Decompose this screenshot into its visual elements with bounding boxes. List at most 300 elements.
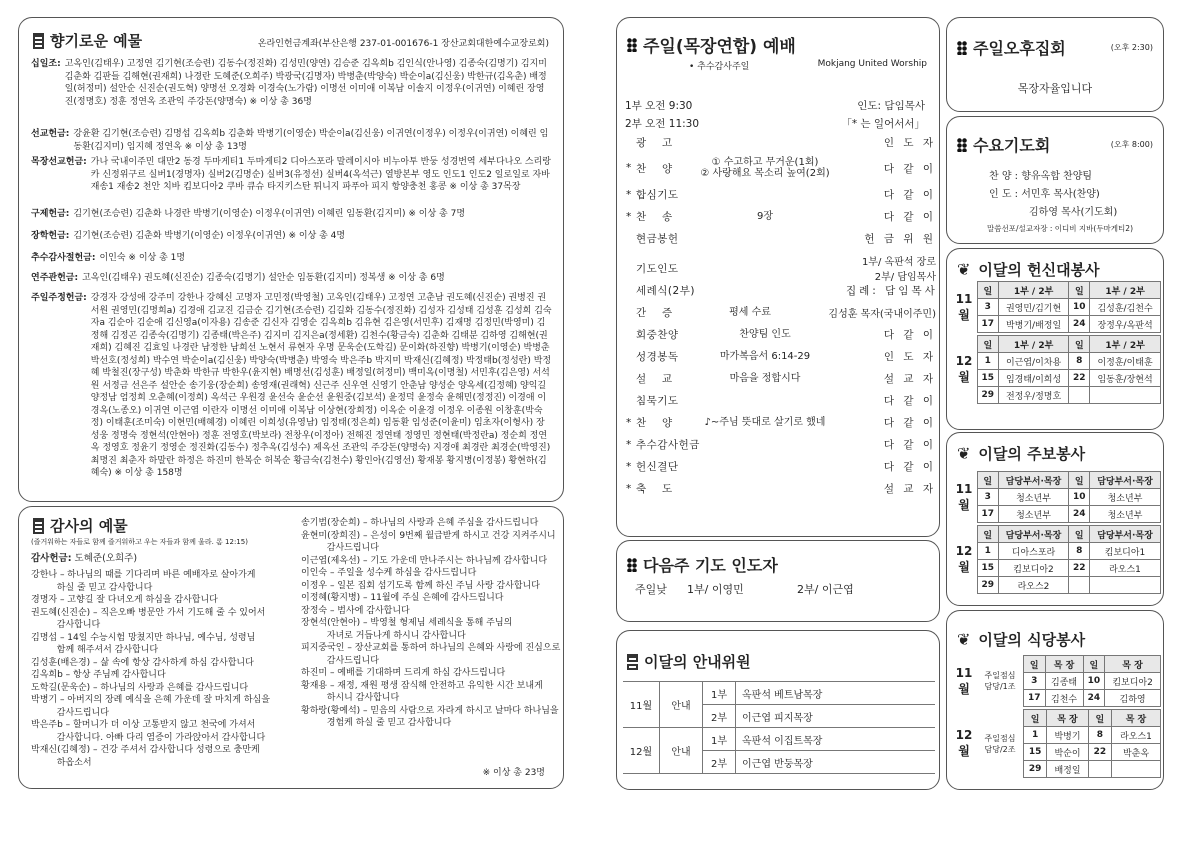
schedule-month-suffix: 월 [958, 307, 970, 322]
thanks-line: 이정혜(황지병) – 11월에 주실 은혜에 감사드립니다 [301, 593, 504, 603]
usher-row [623, 728, 935, 751]
order-detail: 찬양팀 인도 [739, 329, 791, 340]
thanks-line: 권도혜(신진순) – 직은오빠 병문안 가서 기도해 줄 수 있어서 [31, 607, 266, 618]
schedule-cell: 킴보디아1 [1090, 543, 1161, 560]
schedule-cell: 8 [1069, 353, 1090, 370]
offering-section [18, 17, 564, 502]
thanks-total: ※ 이상 총 23명 [482, 768, 545, 778]
order-name: 현금봉헌 [636, 233, 679, 245]
offering-row [31, 292, 553, 480]
schedule-cell: 박병기 [1047, 727, 1088, 744]
order-performer: 김성훈 목자(국내이주민) [828, 309, 936, 320]
thanks-line: 감사합니다. 아빠 다리 염증이 가라앉아서 감사합니다 [31, 732, 266, 743]
order-name: 찬 송 [636, 211, 673, 223]
schedule-month [951, 656, 977, 707]
thanks-line: 피지중국인 – 장산교회를 통하여 하나님의 은혜와 사랑에 진심으로 [301, 643, 561, 653]
schedule-cell: 임동훈/장현석 [1090, 370, 1161, 387]
offering-row [31, 252, 553, 265]
schedule-month [951, 710, 977, 778]
flower-icon: ❦ [957, 630, 971, 649]
ushers-section [616, 630, 940, 790]
flower-icon: ❦ [957, 260, 971, 279]
thanks-offering-line [31, 550, 137, 564]
schedule-header-cell: 담당부서·목장 [998, 526, 1069, 543]
schedule-cell: 김하영 [1105, 690, 1161, 707]
order-star: * [626, 460, 632, 473]
schedule-header-cell: 담당부서·목장 [1090, 526, 1161, 543]
thanks-line: 자녀로 거듭나게 하시니 감사합니다 [301, 630, 466, 641]
schedule-header-cell: 일 [1069, 336, 1090, 353]
offering-row-text: 김기현(조승련) 김춘화 나경란 박병기(이영순) 이정우(이귀연) 이혜린 임동환(김지미) ※ 이상 총 7명 [73, 209, 466, 219]
offering-row [31, 58, 553, 108]
schedule-cell: 김성훈/김천수 [1090, 299, 1161, 316]
thanks-line: 하실 줄 믿고 감사합니다 [31, 582, 153, 593]
schedule-month-num: 12 [955, 728, 973, 742]
schedule-month [951, 336, 978, 404]
order-row [626, 327, 936, 342]
bulletin-title-wrap [957, 443, 1085, 464]
order-performer: 설 교 자 [883, 483, 936, 495]
order-performer: 1부/ 옥판석 장로 2부/ 담임목사 [861, 257, 936, 283]
order-row [626, 157, 936, 179]
kitchen-title: 이달의 식당봉사 [978, 631, 1086, 649]
thanks-line: 윤현미(장희진) – 은성이 9번째 월급받게 하시고 건강 지켜주시니 [301, 530, 556, 541]
schedule-cell: 김종태 [1045, 673, 1083, 690]
order-performer: 설 교 자 [883, 373, 936, 385]
afternoon-title: 주일오후집회 [973, 39, 1066, 58]
schedule-header-cell: 일 [1083, 656, 1105, 673]
kitchen-month-table [951, 655, 1161, 707]
schedule-cell: 24 [1069, 506, 1090, 523]
schedule-row [951, 299, 1161, 316]
flowers-title: 이달의 헌신대봉사 [978, 261, 1100, 279]
schedule-cell: 15 [978, 370, 999, 387]
offering-title: 향기로운 예물 [50, 32, 143, 50]
order-performer: 다 같 이 [883, 417, 936, 429]
schedule-month-suffix: 월 [958, 681, 970, 696]
order-detail: 마가복음서 6:14-29 [719, 351, 811, 362]
schedule-month-suffix: 월 [958, 744, 970, 758]
schedule-header-row [951, 656, 1161, 673]
thanks-offering-name: 도혜준(오희주) [74, 553, 138, 564]
schedule-header-cell: 목 장 [1111, 710, 1160, 727]
usher-name: 옥판석 베트남목장 [736, 682, 936, 705]
order-performer: 다 같 이 [883, 439, 936, 451]
bank-account: 온라인헌금계좌(부산은행 237-01-001676-1 장산교회대한예수교장로회) [257, 39, 549, 49]
worship-title-wrap [627, 32, 796, 57]
schedule-cell [1090, 387, 1161, 404]
kitchen-tables [951, 655, 1161, 780]
thanks-line: 장정숙 – 범사에 감사합니다 [301, 605, 410, 616]
flowers-month-table [951, 281, 1161, 333]
usher-role: 안내 [660, 682, 703, 728]
order-name: 간 증 [636, 307, 673, 319]
thanks-section [18, 506, 564, 789]
usher-service: 2부 [703, 751, 736, 774]
wednesday-title-wrap [957, 133, 1050, 156]
kitchen-section [946, 610, 1164, 790]
schedule-row [951, 506, 1161, 523]
afternoon-section [946, 17, 1164, 112]
schedule-month-suffix: 월 [958, 370, 970, 384]
schedule-header-cell: 1부 / 2부 [998, 336, 1069, 353]
ushers-title-wrap [627, 651, 751, 672]
schedule-header-row [951, 472, 1161, 489]
flowers-title-wrap [957, 259, 1100, 280]
offering-row [31, 156, 553, 194]
wednesday-line-1: 찬 양 : 향유옥합 찬양팀 [989, 171, 1093, 182]
order-row [626, 371, 936, 386]
thanks-line: 감사합니다 [31, 620, 101, 630]
wednesday-section [946, 116, 1164, 244]
order-star: * [626, 210, 632, 223]
schedule-cell: 3 [1024, 673, 1046, 690]
usher-service: 1부 [703, 728, 736, 751]
thanks-line: 송기범(장순희) – 하나님의 사랑과 은혜 주심을 감사드립니다 [301, 518, 539, 528]
afternoon-title-wrap [957, 36, 1066, 59]
usher-service: 2부 [703, 705, 736, 728]
schedule-cell [1090, 577, 1161, 594]
schedule-row [951, 577, 1161, 594]
usher-name: 이근엽 피지목장 [736, 705, 936, 728]
order-row [626, 231, 936, 246]
offering-row-label: 장학헌금: [31, 231, 70, 241]
order-detail: ① 수고하고 무거운(1회) ② 사랑해요 목소리 높여(2회) [700, 157, 830, 179]
offering-row-text: 이인숙 ※ 이상 총 1명 [99, 253, 186, 263]
offering-row-text: 강윤환 김기현(조승련) 김명섭 김옥희b 김춘화 박병기(이영순) 박순이a(김신웅) 이귀연(이정우) 이정우(이귀연) 이혜린 임동환(김지미) 임지혜 정연옥 ※ 이상 총 13명 [73, 129, 549, 152]
schedule-header-cell: 일 [1024, 656, 1046, 673]
schedule-cell: 전정우/정명호 [998, 387, 1069, 404]
worship-time-1: 1부 오전 9:30 [625, 100, 693, 112]
offering-row-label: 십일조: [31, 59, 61, 69]
schedule-cell: 박춘옥 [1111, 744, 1160, 761]
schedule-cell: 8 [1069, 543, 1090, 560]
offering-row-label: 구제헌금: [31, 209, 70, 219]
thanks-line: 김옥희b – 항상 주님께 감사합니다 [31, 670, 166, 680]
schedule-cell: 29 [978, 387, 999, 404]
usher-name: 옥판석 이집트목장 [736, 728, 936, 751]
usher-name: 이근엽 반둥목장 [736, 751, 936, 774]
schedule-row [951, 560, 1161, 577]
usher-month: 11월 [623, 682, 660, 728]
order-name: 침묵기도 [636, 395, 679, 407]
schedule-cell: 청소년부 [1090, 506, 1161, 523]
order-performer: 다 같 이 [883, 211, 936, 223]
flowers-section [946, 248, 1164, 430]
schedule-cell: 킴보디아2 [998, 560, 1069, 577]
thanks-line: 이정우 – 일본 집회 섬기도록 함께 하신 주님 사랑 감사합니다 [301, 580, 540, 591]
schedule-cell: 김천수 [1045, 690, 1083, 707]
schedule-month-num: 12 [955, 354, 973, 368]
schedule-header-row [951, 336, 1161, 353]
worship-sub-left: • 추수감사주일 [689, 62, 750, 72]
schedule-cell: 17 [1024, 690, 1046, 707]
schedule-cell: 29 [978, 577, 999, 594]
order-name: 기도인도 [636, 262, 679, 275]
order-row [626, 349, 936, 364]
schedule-duty-label: 주일점심 담당/2조 [984, 733, 1016, 754]
schedule-cell: 1 [1024, 727, 1047, 744]
order-performer: 헌 금 위 원 [864, 233, 936, 245]
offering-row-label: 추수감사절헌금: [31, 253, 96, 263]
worship-sub-right: Mokjang United Worship [817, 59, 927, 69]
thanks-line: 이인숙 – 주일을 성수케 하심을 감사드립니다 [301, 568, 477, 578]
schedule-header-cell: 일 [978, 472, 999, 489]
schedule-cell: 8 [1088, 727, 1111, 744]
kitchen-month-table [951, 709, 1161, 778]
schedule-cell: 1 [978, 543, 999, 560]
schedule-month-num: 11 [955, 665, 973, 680]
order-performer: 다 같 이 [883, 329, 936, 341]
schedule-row [951, 543, 1161, 560]
worship-title: 주일(목장연합) 예배 [643, 37, 796, 57]
order-row [626, 459, 936, 474]
wednesday-time: (오후 8:00) [1110, 140, 1153, 149]
wednesday-line-4: 말씀선포/설교자장 : 이디비 지바(두마게티2) [987, 224, 1133, 233]
order-star: * [626, 416, 632, 429]
thanks-line: 황하랑(황예석) – 믿음의 사람으로 자라게 하시고 날마다 하나님을 [301, 705, 559, 716]
schedule-cell: 10 [1069, 489, 1090, 506]
thanks-line: 박은주b – 할머니가 더 이상 고통받지 않고 천국에 가셔서 [31, 720, 256, 730]
section-marker-icon [33, 518, 44, 534]
order-detail: 9장 [756, 211, 774, 222]
order-row [626, 253, 936, 283]
thanks-line: 감사드립니다 [301, 655, 379, 666]
schedule-row [951, 316, 1161, 333]
order-performer: 다 같 이 [883, 461, 936, 473]
order-name: 회중찬양 [636, 329, 679, 341]
schedule-cell: 임경태/이희성 [998, 370, 1069, 387]
offering-row-label: 목장선교헌금: [31, 157, 87, 167]
thanks-line: 하시니 감사합니다 [301, 693, 400, 703]
thanks-line: 감사드립니다 [301, 543, 379, 553]
worship-leader: 인도: 담임목사 [857, 100, 925, 112]
dots-marker-icon [627, 38, 637, 52]
thanks-line: 강한나 – 하나님의 때를 기다리며 바른 예배자로 살아가게 [31, 570, 256, 580]
order-performer: 다 같 이 [883, 162, 936, 175]
thanks-verse: (즐거워하는 자들로 함께 즐거워하고 우는 자들과 함께 울라. 롬 12:15) [31, 538, 248, 546]
schedule-row [951, 370, 1161, 387]
schedule-header-cell: 담당부서·목장 [1090, 472, 1161, 489]
thanks-left-list [31, 569, 276, 769]
schedule-row [951, 489, 1161, 506]
schedule-cell [1069, 577, 1090, 594]
order-name: 찬 양 [636, 417, 673, 429]
next-prayer-title: 다음주 기도 인도자 [643, 556, 778, 575]
schedule-header-cell: 일 [1088, 710, 1111, 727]
usher-role: 안내 [660, 728, 703, 774]
schedule-cell: 박순이 [1047, 744, 1088, 761]
schedule-header-cell: 목 장 [1105, 656, 1161, 673]
offering-row-label: 연주관헌금: [31, 273, 79, 283]
order-detail: 평세 수료 [729, 307, 771, 318]
schedule-header-cell: 목 장 [1047, 710, 1088, 727]
schedule-cell: 이정훈/이태훈 [1090, 353, 1161, 370]
thanks-line: 감사드립니다 [31, 707, 109, 718]
schedule-cell: 3 [978, 299, 999, 316]
offering-row-text: 고옥인(김태우) 고정연 김기현(조승련) 김동수(정진화) 김성민(양연) 김승준 김옥희b 김인식(안나영) 김종숙(김명기) 김지미 김춘화 김판들 김해현(권재희) 나경란 도혜준(오희주) 박광국(김명자) 박병춘(박양숙) 박순이a(김신웅) 박한규(김옥춘) 배정일(허정미) 설안순 신진순(권도혁) 양명선 오경화 이경숙(노가람) 이명선 이미애 이복남 이솔지 이정우(이귀연) 이혜린 장영진(정명호) 정훈 정연옥 조관익 주강돈(양명숙) ※ 이상 총 36명 [64, 59, 547, 107]
schedule-cell: 디아스포라 [998, 543, 1069, 560]
schedule-month [951, 282, 978, 333]
schedule-cell: 24 [1069, 316, 1090, 333]
offering-row [31, 272, 553, 285]
schedule-header-cell: 1부 / 2부 [1090, 336, 1161, 353]
thanks-line: 경험케 하실 줄 믿고 감사합니다 [301, 718, 452, 728]
schedule-header-cell: 일 [1024, 710, 1047, 727]
order-performer: 다 같 이 [883, 395, 936, 407]
schedule-cell: 이근엽/이차용 [998, 353, 1069, 370]
schedule-header-cell: 일 [978, 526, 999, 543]
next-prayer-p1: 1부/ 이영민 [687, 583, 744, 596]
schedule-cell: 박병기/배정일 [998, 316, 1069, 333]
order-row [626, 415, 936, 430]
wednesday-line-2: 인 도 : 서민후 목사(찬양) [989, 189, 1100, 200]
schedule-header-row [951, 282, 1161, 299]
schedule-header-cell: 일 [978, 336, 999, 353]
schedule-row [951, 353, 1161, 370]
schedule-cell: 라오스2 [998, 577, 1069, 594]
order-row [626, 187, 936, 202]
usher-month: 12월 [623, 728, 660, 774]
order-star: * [626, 162, 632, 174]
next-prayer-title-wrap [627, 553, 778, 576]
schedule-cell [1088, 761, 1111, 778]
thanks-line: 박병기 – 아버지의 장례 예식을 은혜 가운데 잘 마치게 하심을 [31, 695, 270, 705]
schedule-header-row [951, 710, 1161, 727]
order-star: * [626, 482, 632, 495]
thanks-line: 황재용 – 재정, 재원 평생 잠식해 안전하고 유익한 시간 보내게 [301, 680, 543, 691]
bulletin-title: 이달의 주보봉사 [978, 445, 1086, 463]
schedule-cell: 장정우/옥판석 [1090, 316, 1161, 333]
dots-marker-icon [627, 558, 637, 572]
order-name: 설 교 [636, 373, 673, 385]
schedule-cell: 10 [1069, 299, 1090, 316]
offering-row-text: 고옥인(김태우) 권도혜(신진순) 김종숙(김명기) 설안순 임동환(김지미) 정복생 ※ 이상 총 6명 [82, 273, 445, 283]
schedule-cell: 22 [1088, 744, 1111, 761]
schedule-cell: 29 [1024, 761, 1047, 778]
schedule-cell: 15 [1024, 744, 1047, 761]
order-name: 세례식(2부) [636, 285, 695, 297]
order-detail: ♪~주님 뜻대로 살기로 했네 [704, 417, 826, 428]
order-name: 광 고 [636, 137, 673, 149]
bulletin-month-table [951, 525, 1161, 594]
usher-service: 1부 [703, 682, 736, 705]
schedule-cell: 22 [1069, 560, 1090, 577]
thanks-line: 경명자 – 고향길 잘 다녀오게 하심을 감사합니다 [31, 595, 218, 605]
schedule-header-cell: 목 장 [1045, 656, 1083, 673]
schedule-cell: 1 [978, 353, 999, 370]
wednesday-line-3: 김하영 목사(기도회) [1029, 207, 1118, 218]
schedule-cell: 라오스1 [1111, 727, 1160, 744]
dots-marker-icon [957, 41, 967, 55]
order-row [626, 283, 936, 298]
schedule-month-num: 12 [955, 544, 973, 558]
order-performer: 다 같 이 [883, 189, 936, 201]
thanks-line: 김명섭 – 14일 수능시험 망쳤지만 하나님, 예수님, 성령님 [31, 632, 256, 643]
order-name: 추수감사헌금 [636, 439, 700, 451]
order-row [626, 437, 936, 452]
schedule-cell: 22 [1069, 370, 1090, 387]
flower-icon: ❦ [957, 444, 971, 463]
schedule-cell: 24 [1083, 690, 1105, 707]
schedule-cell: 청소년부 [998, 489, 1069, 506]
schedule-cell: 17 [978, 506, 999, 523]
order-name: 헌신결단 [636, 461, 679, 473]
ushers-title: 이달의 안내위원 [644, 653, 751, 671]
schedule-cell: 15 [978, 560, 999, 577]
schedule-cell [1111, 761, 1160, 778]
schedule-header-cell: 1부 / 2부 [1090, 282, 1161, 299]
order-detail: 마음을 정합시다 [729, 373, 801, 384]
order-name: 합심기도 [636, 189, 679, 201]
order-row [626, 393, 936, 408]
order-row [626, 135, 936, 150]
schedule-cell: 10 [1083, 673, 1105, 690]
offering-title-wrap [33, 30, 142, 51]
offering-row-text: 강경자 강성애 강주미 강한나 강혜신 고명자 고민정(박영철) 고옥인(김태우) 고정연 고춘남 권도혜(신진순) 권병진 권서원 권영민(김명희a) 김경애 김교진 김금순 김기현(조승련) 김길화 김동수(정진화) 김성자 김성태 김성훈 김성희 김숙자a 김순아 김순애 김신영a(이자용) 김송준 김신자 김영순 김옥희b 김유현 김은영(서민후) 김재명 김정민(박영미) 김정해 김정곤 김종숙(김명기) 김종태(박은주) 김지미 김지은a(정세환) 김천수(황금숙) 김춘화 김태분 김하영 김해현(권재희) 김혜진 김효일 나경란 남정한 남희선 노현서 류현자 우명 문욱순(도학길) 문이화(하진향) 박병기(이영순) 박병춘 박선호(정성희) 박수연 박순이a(김신웅) 박양숙(박병춘) 박영숙 박은주b 박지미 박재신(김혜정) 박정태b(정성란) 박정혜 박철진(장구성) 박춘화 박한규 박한우(윤지현) 배명선(김성훈) 배정일(허정미) 백미옥(이명철) 서민후(김은영) 서석원 서정금 선은주 설안순 송기웅(장순희) 송영재(권래혁) 신근주 신우연 신영기 안춘남 양성순 양옥세(김정혜) 양익길 양정남 엄정희 오춘혜(이정희) 옥석근 우원경 윤선숙 윤순선 윤원중(김보석) 윤정덕 윤정숙 윤해민(정정진) 이경애 이경옥(노종오) 이귀연 이근엽 이란자 이명선 이미애 이복남 이상현(장희정) 이옥순 이윤경 이정우 이종원 이창훈(박숙정) 이태훈(조미숙) 이현민(배혜경) 이혜린 이희성(유영남) 임정태(정은희) 임동환 임성준(이윤미) 임초자(이형사) 장성웅 정명숙 정현석(안현아) 정훈 전영호(박보라) 전창우(이정아) 전해진 정연태 정영민 정현태(박정란a) 정순희 정연옥 정영호 정윤기 정영순 정진화(김동수) 정추옥(김성수) 제옥선 조관익 주강돈(양명숙) 지경애 최경란 최경순(박영진) 최명진 최춘자 하말란 하정은 하진미 한복순 허복순 황금숙(김천수) 황인아(김영선) 황재봉 황지병(이정봉) 황현하(김혜숙) ※ 이상 총 158명 [90, 293, 552, 478]
bulletin-section [946, 432, 1164, 606]
schedule-month-num: 11 [955, 291, 973, 306]
afternoon-text: 목장자율입니다 [1017, 82, 1093, 95]
flowers-month-table [951, 335, 1161, 404]
schedule-month-num: 11 [955, 481, 973, 496]
schedule-cell [1069, 387, 1090, 404]
schedule-cell: 청소년부 [998, 506, 1069, 523]
worship-time-2: 2부 오전 11:30 [625, 118, 700, 130]
thanks-line: 하진미 – 예배를 기대하며 드리게 하심 감사드립니다 [301, 668, 506, 678]
offering-row [31, 128, 553, 153]
order-performer: 인 도 자 [883, 351, 936, 363]
schedule-month [951, 472, 978, 523]
schedule-cell: 킴보디아2 [1105, 673, 1161, 690]
dots-marker-icon [957, 138, 967, 152]
schedule-row [951, 387, 1161, 404]
schedule-header-cell: 담당부서·목장 [998, 472, 1069, 489]
schedule-cell: 권영민/김기현 [998, 299, 1069, 316]
offering-row-label: 주일주정헌금: [31, 293, 87, 303]
schedule-header-row [951, 526, 1161, 543]
next-prayer-label: 주일낮 [635, 583, 667, 596]
kitchen-title-wrap [957, 629, 1085, 650]
thanks-line: 장현석(안현아) – 박영철 형제님 세례식을 통해 주님의 [301, 618, 513, 628]
order-name: 축 도 [636, 483, 673, 495]
schedule-cell: 배정일 [1047, 761, 1088, 778]
order-name: 찬 양 [636, 162, 673, 175]
schedule-month-suffix: 월 [958, 560, 970, 574]
schedule-duty-label: 주일점심 담당/1조 [984, 671, 1016, 691]
offering-row [31, 230, 553, 243]
next-prayer-section [616, 540, 940, 622]
worship-stand-note: 「* 는 일어서서」 [841, 118, 925, 130]
schedule-header-cell: 일 [1069, 282, 1090, 299]
order-row [626, 481, 936, 496]
section-marker-icon [627, 654, 638, 670]
afternoon-time: (오후 2:30) [1110, 43, 1153, 52]
offering-row-label: 선교헌금: [31, 129, 70, 139]
order-star: * [626, 438, 632, 451]
schedule-cell: 17 [978, 316, 999, 333]
schedule-cell: 청소년부 [1090, 489, 1161, 506]
next-prayer-p2: 2부/ 이근엽 [797, 583, 854, 596]
thanks-line: 박재신(김혜정) – 건강 주셔서 감사합니다 성령으로 충만케 [31, 745, 260, 755]
thanks-offering-label: 감사헌금: [31, 553, 72, 564]
schedule-header-cell: 1부 / 2부 [998, 282, 1069, 299]
thanks-right-list [301, 517, 561, 730]
flowers-tables [951, 281, 1161, 406]
order-row [626, 305, 936, 320]
wednesday-title: 수요기도회 [973, 136, 1051, 155]
section-marker-icon [33, 33, 44, 49]
